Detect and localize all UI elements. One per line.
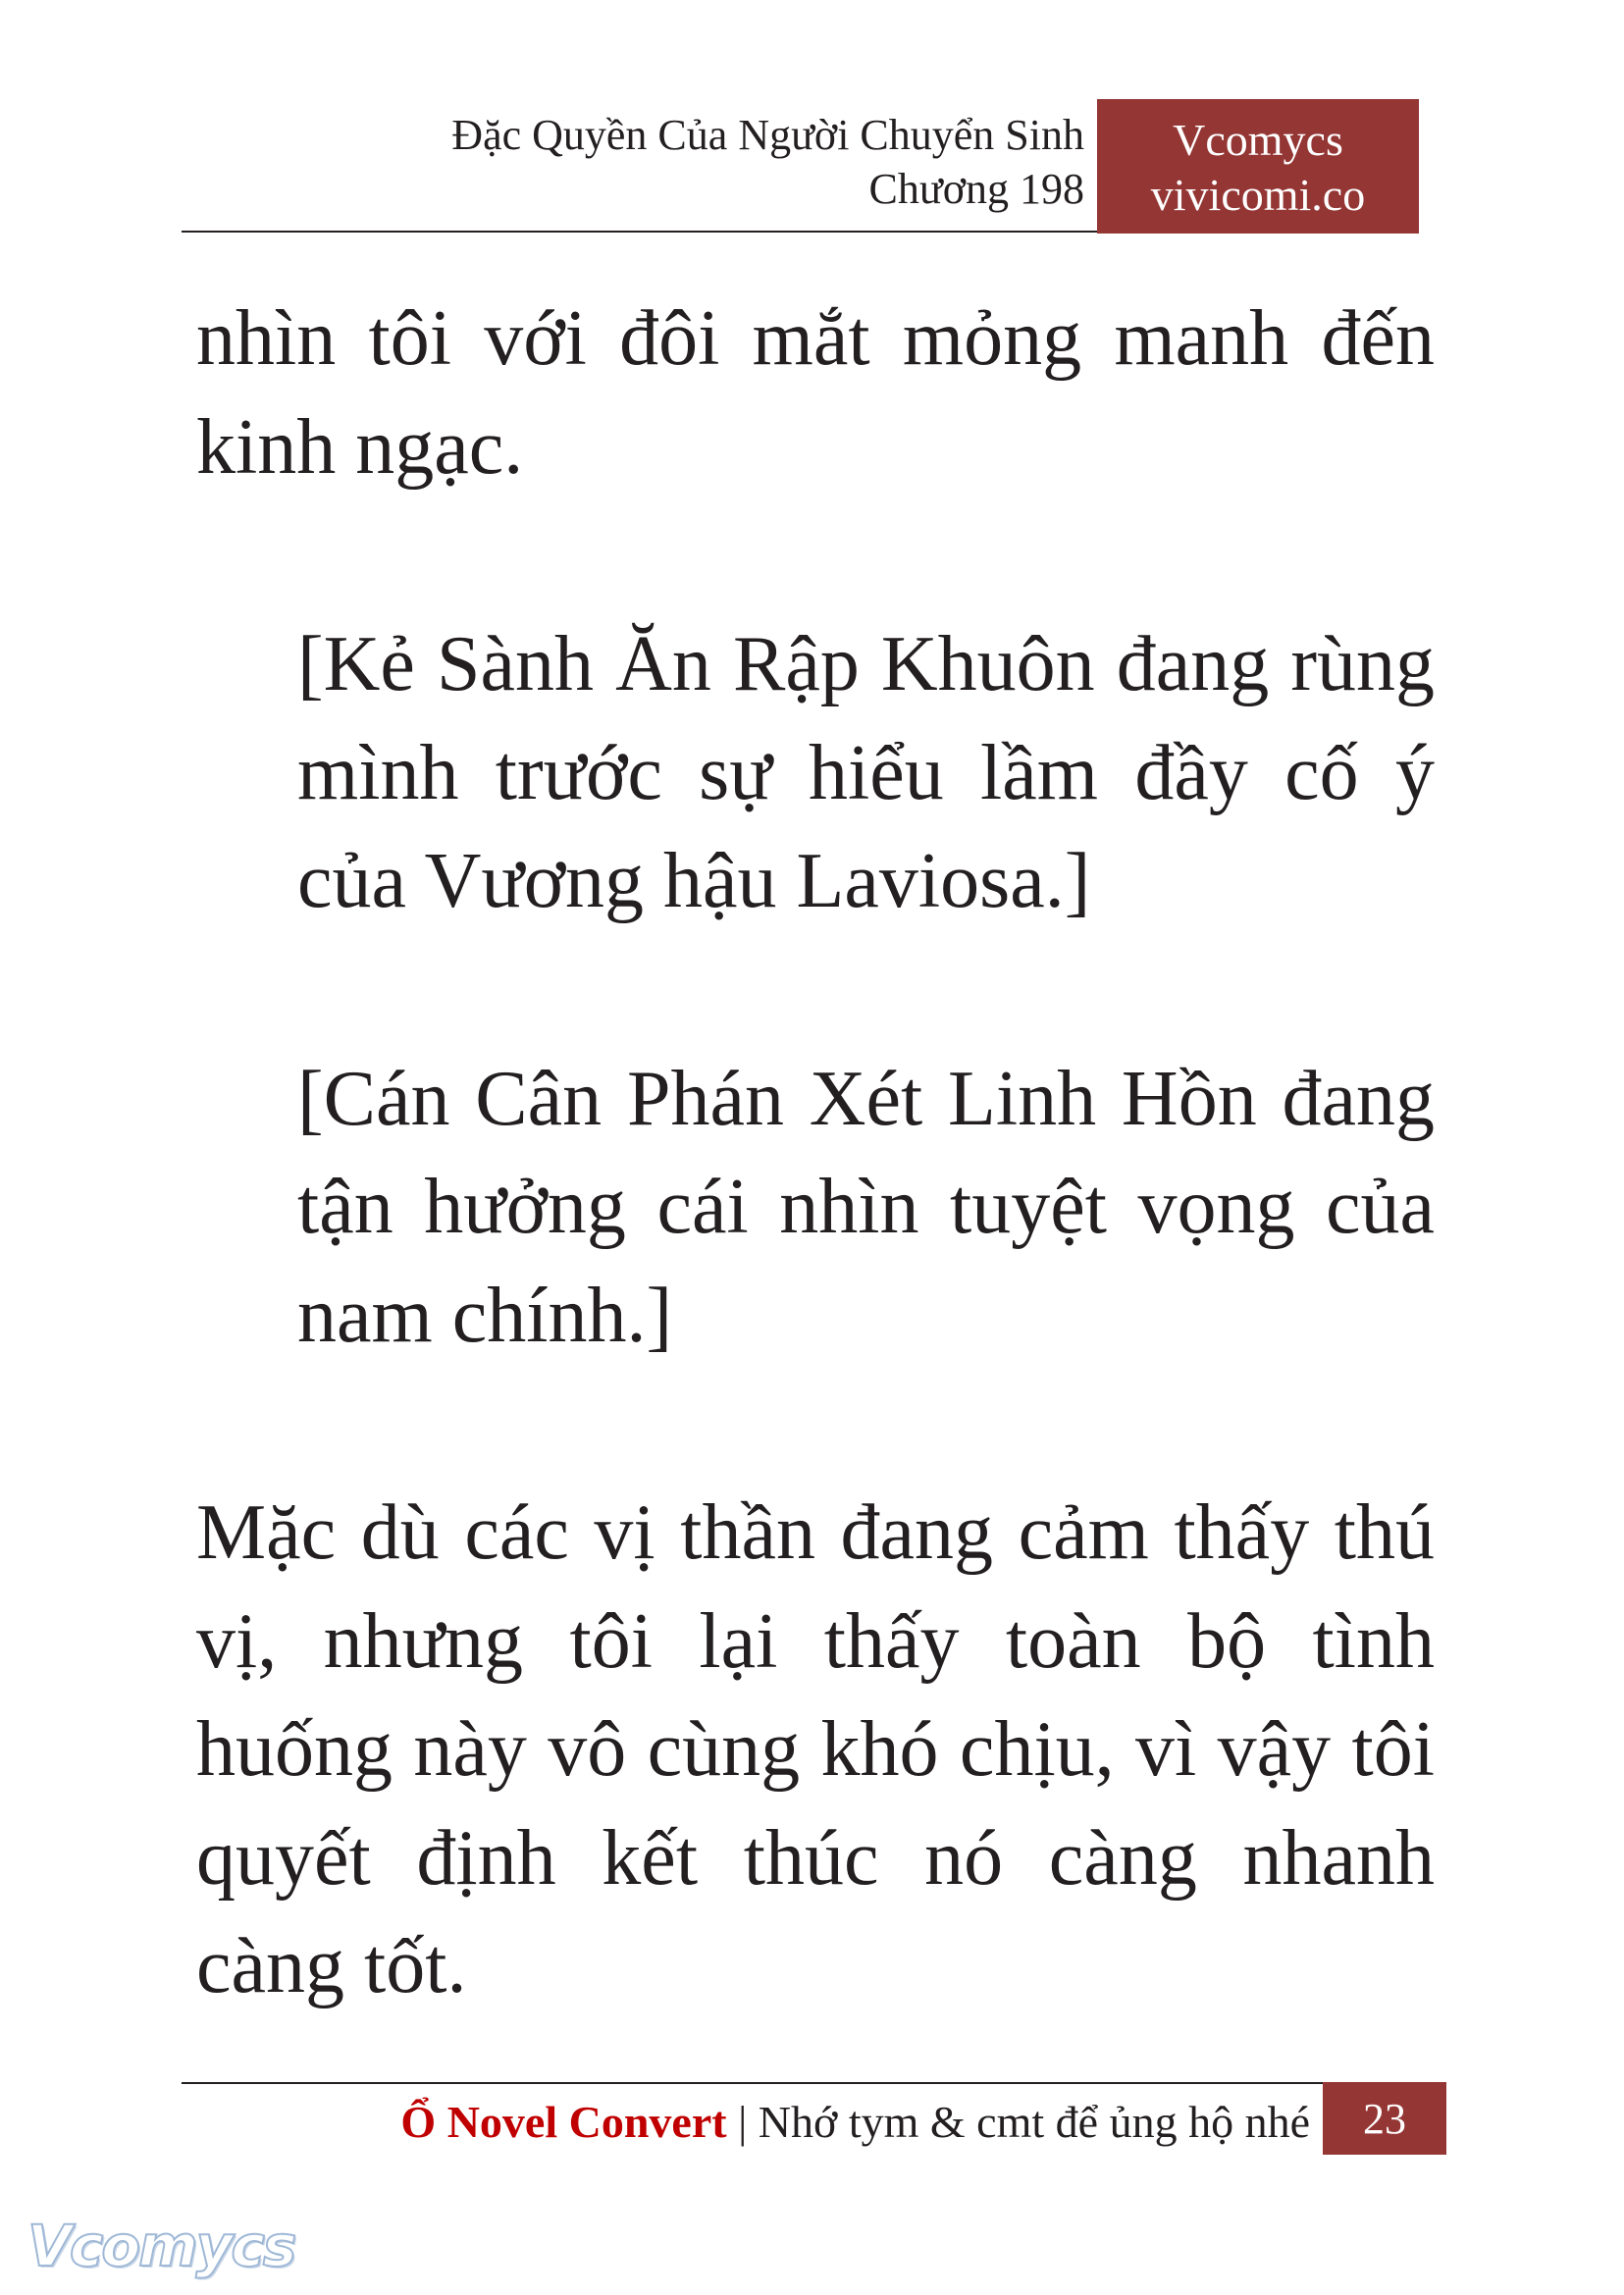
brand-badge	[1097, 99, 1419, 234]
paragraph-2: Mặc dù các vị thần đang cảm thấy thú vị, nhưng tôi lại thấy toàn bộ tình huống này vô cùng khó chịu, vì vậy tôi quyết định kết thúc nó càng nhanh càng tốt.	[196, 1489, 1435, 2009]
brand-site: vivicomi.co	[1150, 170, 1366, 220]
footer-divider	[182, 2082, 1445, 2084]
page-body	[196, 285, 1435, 2021]
brand-name: Vcomycs	[1173, 115, 1343, 165]
page-number: 23	[1323, 2082, 1446, 2155]
footer	[182, 2090, 1310, 2155]
footer-brand: Ổ Novel Convert	[400, 2097, 727, 2147]
footer-message: Nhớ tym & cmt để ủng hộ nhé	[758, 2097, 1310, 2147]
system-message-1: [Kẻ Sành Ăn Rập Khuôn đang rùng mình trước sự hiểu lầm đầy cố ý của Vương hậu Laviosa.]	[297, 621, 1435, 924]
watermark-logo: Vcomycs	[27, 2213, 295, 2279]
footer-separator: |	[738, 2097, 748, 2147]
chapter-label: Chương 198	[868, 165, 1084, 213]
system-message-2: [Cán Cân Phán Xét Linh Hồn đang tận hưởng cái nhìn tuyệt vọng của nam chính.]	[297, 1055, 1435, 1359]
novel-title: Đặc Quyền Của Người Chuyển Sinh	[451, 111, 1084, 159]
paragraph-1: nhìn tôi với đôi mắt mỏng manh đến kinh ngạc.	[196, 295, 1435, 491]
running-header	[182, 108, 1084, 216]
